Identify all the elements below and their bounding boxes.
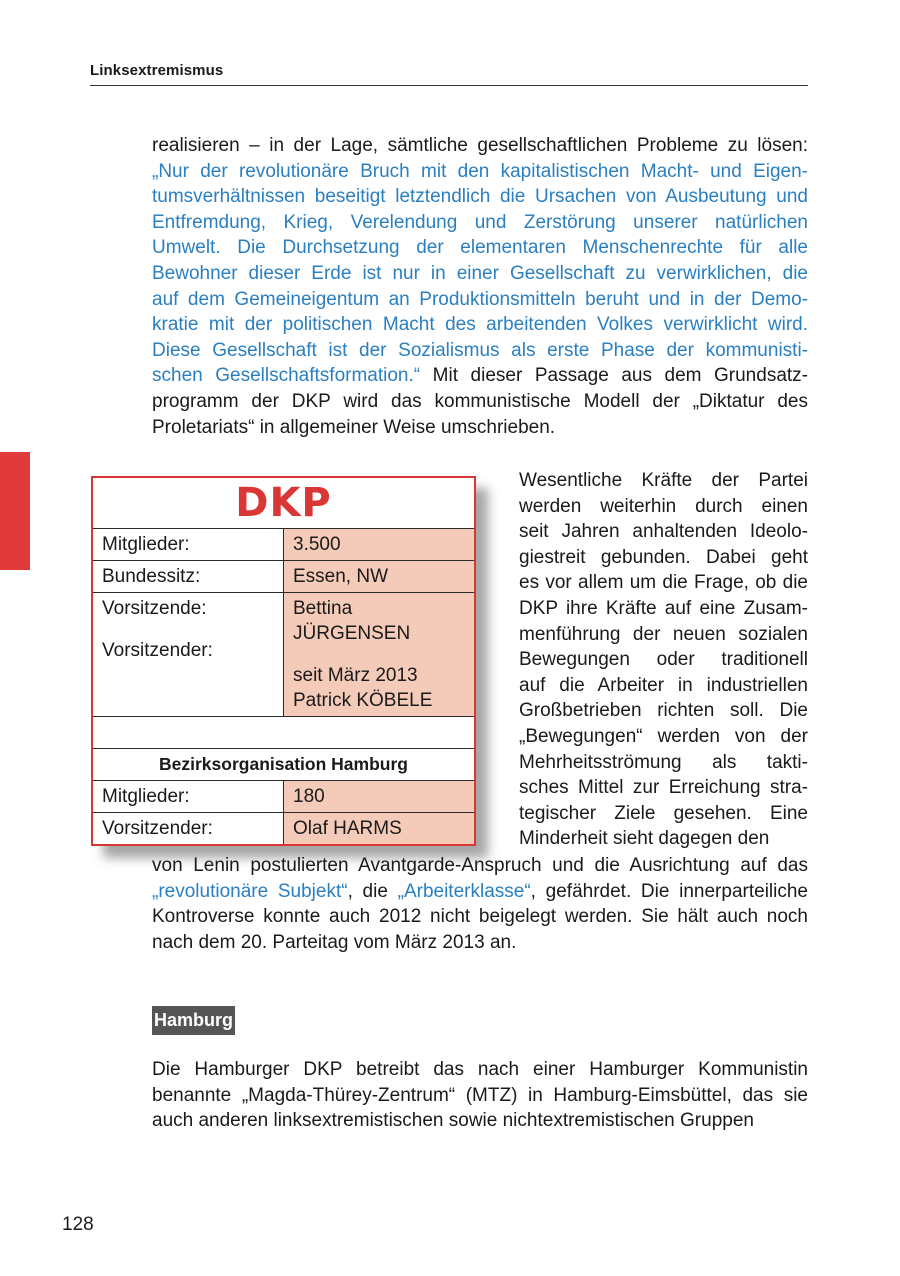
quote-text: Diese Gesellschaft ist der Sozialismus als erste Phase der kommunisti- xyxy=(152,339,808,361)
quote-text: tumsverhältnissen beseitigt letztendlich die Ursachen von Ausbeutung und xyxy=(152,186,808,208)
dkp-infobox xyxy=(91,476,476,846)
members-value: 3.500 xyxy=(284,529,476,561)
members-label: Mitglieder: xyxy=(92,529,284,561)
chair-labels xyxy=(92,593,284,717)
text-line xyxy=(152,1057,808,1083)
body-text: Die Hamburger DKP betreibt das nach einer Hamburger Kommunistin xyxy=(152,1059,808,1080)
text-line xyxy=(519,826,808,852)
text-line xyxy=(152,338,808,364)
body-text: auch anderen linksextremistischen sowie nichtextremistischen Gruppen xyxy=(152,1110,754,1132)
text-line xyxy=(152,904,808,930)
body-text: von Lenin postulierten Avantgarde-Anspruch und die Ausrichtung auf das xyxy=(152,855,808,876)
text-line xyxy=(152,235,808,261)
text-line xyxy=(152,389,808,415)
chair-f-value: Bettina JÜRGENSEN xyxy=(293,598,411,644)
body-text: auf die Arbeiter in industriellen xyxy=(519,674,808,696)
text-line xyxy=(519,596,808,622)
text-line xyxy=(152,363,808,389)
district-heading: Bezirksorganisation Hamburg xyxy=(92,749,475,781)
paragraph-continuation xyxy=(152,853,808,955)
body-text: „Bewegungen“ werden von der xyxy=(519,725,808,747)
text-line xyxy=(519,494,808,520)
body-text: Wesentliche Kräfte der Partei xyxy=(519,470,808,491)
running-header: Linksextremismus xyxy=(90,62,224,79)
text-line xyxy=(519,647,808,673)
body-text: menführung der neuen sozialen xyxy=(519,623,808,645)
text-line xyxy=(519,750,808,776)
text-line xyxy=(152,930,808,956)
text-line xyxy=(519,570,808,596)
text-line xyxy=(519,724,808,750)
quote-text: Entfremdung, Krieg, Verelendung und Zerstörung unserer natürlichen xyxy=(152,211,808,233)
body-text: , gefährdet. Die innerparteiliche xyxy=(530,880,808,902)
text-line xyxy=(152,312,808,338)
body-text: Kontroverse konnte auch 2012 nicht beigelegt werden. Sie hält auch noch xyxy=(152,906,808,928)
body-text: Mehrheitsströmung als takti- xyxy=(519,751,808,773)
body-text: Proletariats“ in allgemeiner Weise umschrieben. xyxy=(152,416,556,438)
chair-f-label: Vorsitzende: xyxy=(102,598,207,619)
district-members-label: Mitglieder: xyxy=(92,781,284,813)
empty-row xyxy=(92,717,475,749)
seat-value: Essen, NW xyxy=(284,561,476,593)
text-line xyxy=(519,698,808,724)
text-line xyxy=(519,622,808,648)
body-text: Mit dieser Passage aus dem Grundsatz- xyxy=(420,365,808,387)
text-line xyxy=(152,159,808,185)
page-number: 128 xyxy=(62,1214,94,1235)
text-line xyxy=(519,673,808,699)
body-text: tegischer Ziele gesehen. Eine xyxy=(519,802,808,824)
text-line xyxy=(519,545,808,571)
body-text: Minderheit sieht dagegen den xyxy=(519,828,770,850)
spacer xyxy=(293,646,465,663)
text-line xyxy=(152,184,808,210)
text-line xyxy=(519,468,808,494)
district-chair-value: Olaf HARMS xyxy=(284,813,476,846)
body-text: Großbetrieben richten soll. Die xyxy=(519,700,808,722)
text-line xyxy=(519,519,808,545)
chapter-tab-marker xyxy=(0,452,30,570)
body-text: giestreit gebunden. Dabei geht xyxy=(519,546,808,568)
body-text: es vor allem um die Frage, ob die xyxy=(519,572,808,594)
quote-text: Bewohner dieser Erde ist nur in einer Gesellschaft zu verwirklichen, die xyxy=(152,262,808,284)
text-line xyxy=(152,853,808,879)
text-line xyxy=(152,879,808,905)
header-rule xyxy=(90,85,808,86)
text-line xyxy=(152,210,808,236)
quote-text: „Arbeiterklasse“ xyxy=(397,880,531,902)
district-members-value: 180 xyxy=(284,781,476,813)
text-line xyxy=(152,287,808,313)
paragraph-intro xyxy=(152,133,808,440)
paragraph-beside-box xyxy=(519,468,808,852)
text-line xyxy=(152,1083,808,1109)
chair-m-label: Vorsitzender: xyxy=(102,640,213,661)
paragraph-hamburg xyxy=(152,1057,808,1134)
quote-text: kratie mit der politischen Macht des arbeitenden Volkes verwirklicht wird. xyxy=(152,314,808,336)
body-text: nach dem 20. Parteitag vom März 2013 an. xyxy=(152,931,517,953)
body-text: benannte „Magda-Thürey-Zentrum“ (MTZ) in Hamburg-Eimsbüttel, das sie xyxy=(152,1084,808,1106)
body-text: werden weiterhin durch einen xyxy=(519,495,808,517)
text-line xyxy=(152,261,808,287)
district-chair-label: Vorsitzender: xyxy=(92,813,284,846)
body-text: seit Jahren anhaltenden Ideolo- xyxy=(519,521,808,543)
quote-text: „Nur der revolutionäre Bruch mit den kapitalistischen Macht- und Eigen- xyxy=(152,160,808,182)
body-text: sches Mittel zur Erreichung stra- xyxy=(519,777,808,799)
chair-m-since: seit März 2013 xyxy=(293,665,418,686)
text-line xyxy=(152,133,808,159)
chair-m-value: Patrick KÖBELE xyxy=(293,690,433,711)
body-text: Bewegungen oder traditionell xyxy=(519,649,808,671)
body-text: programm der DKP wird das kommunistische Modell der „Diktatur des xyxy=(152,390,808,412)
text-line xyxy=(152,1108,808,1134)
body-text: , die xyxy=(347,880,398,902)
dkp-logo-cell xyxy=(92,477,475,529)
section-heading: Hamburg xyxy=(152,1006,235,1035)
text-line xyxy=(519,801,808,827)
text-line xyxy=(519,775,808,801)
body-text: realisieren – in der Lage, sämtliche gesellschaftlichen Probleme zu lösen: xyxy=(152,135,808,156)
dkp-logo: DKP xyxy=(235,480,332,526)
chair-values xyxy=(284,593,476,717)
quote-text: auf dem Gemeineigentum an Produktionsmitteln beruht und in der Demo- xyxy=(152,288,808,310)
spacer xyxy=(102,621,274,638)
quote-text: Umwelt. Die Durchsetzung der elementaren Menschenrechte für alle xyxy=(152,237,808,259)
quote-text: „revolutionäre Subjekt“ xyxy=(152,880,348,902)
quote-text: schen Gesellschaftsformation.“ xyxy=(152,365,421,387)
text-line xyxy=(152,415,808,441)
seat-label: Bundessitz: xyxy=(92,561,284,593)
body-text: DKP ihre Kräfte auf eine Zusam- xyxy=(519,597,808,619)
